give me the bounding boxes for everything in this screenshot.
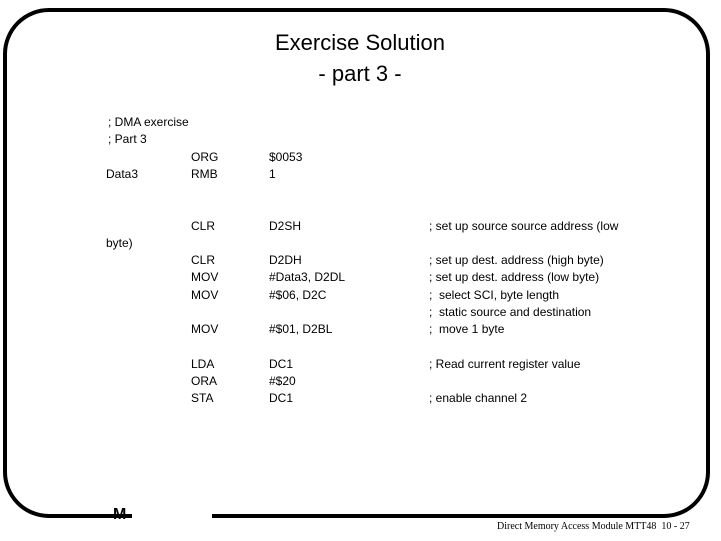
arg-mov-1: #Data3, D2DL <box>269 270 346 284</box>
comment-read: ; Read current register value <box>429 357 581 371</box>
comment-dest-high: ; set up dest. address (high byte) <box>429 253 604 267</box>
comment-static: ; static source and destination <box>429 305 592 319</box>
slide-title-line-2: - part 3 - <box>318 61 402 86</box>
op-org: ORG <box>191 150 219 164</box>
label-data3: Data3 <box>106 167 139 181</box>
arg-ora: #$20 <box>269 374 296 388</box>
wrapped-comment-byte: byte) <box>106 236 133 250</box>
op-mov-1: MOV <box>191 270 219 284</box>
op-rmb: RMB <box>191 167 218 181</box>
slide-title-line-1: Exercise Solution <box>275 30 445 55</box>
op-sta: STA <box>191 391 214 405</box>
arg-sta: DC1 <box>269 391 294 405</box>
arg-org: $0053 <box>269 150 303 164</box>
op-lda: LDA <box>191 357 215 371</box>
op-clr-2: CLR <box>191 253 216 267</box>
header-comment-2: ; Part 3 <box>108 132 147 146</box>
arg-rmb: 1 <box>269 167 276 181</box>
op-mov-2: MOV <box>191 288 219 302</box>
op-mov-3: MOV <box>191 322 219 336</box>
comment-clr-1: ; set up source source address (low <box>429 219 619 233</box>
frame-gap <box>132 510 212 522</box>
slide-footer: Direct Memory Access Module MTT48 10 - 27 <box>497 521 690 532</box>
logo-letter: M <box>113 506 127 523</box>
arg-clr-2: D2DH <box>269 253 302 267</box>
arg-mov-3: #$01, D2BL <box>269 322 333 336</box>
op-clr-1: CLR <box>191 219 216 233</box>
arg-clr-1: D2SH <box>269 219 302 233</box>
arg-lda: DC1 <box>269 357 294 371</box>
comment-dest-low: ; set up dest. address (low byte) <box>429 270 600 284</box>
comment-select-sci: ; select SCI, byte length <box>429 288 560 302</box>
arg-mov-2: #$06, D2C <box>269 288 327 302</box>
op-ora: ORA <box>191 374 218 388</box>
header-comment-1: ; DMA exercise <box>108 115 189 129</box>
comment-enable: ; enable channel 2 <box>429 391 528 405</box>
comment-move-1-byte: ; move 1 byte <box>429 322 505 336</box>
